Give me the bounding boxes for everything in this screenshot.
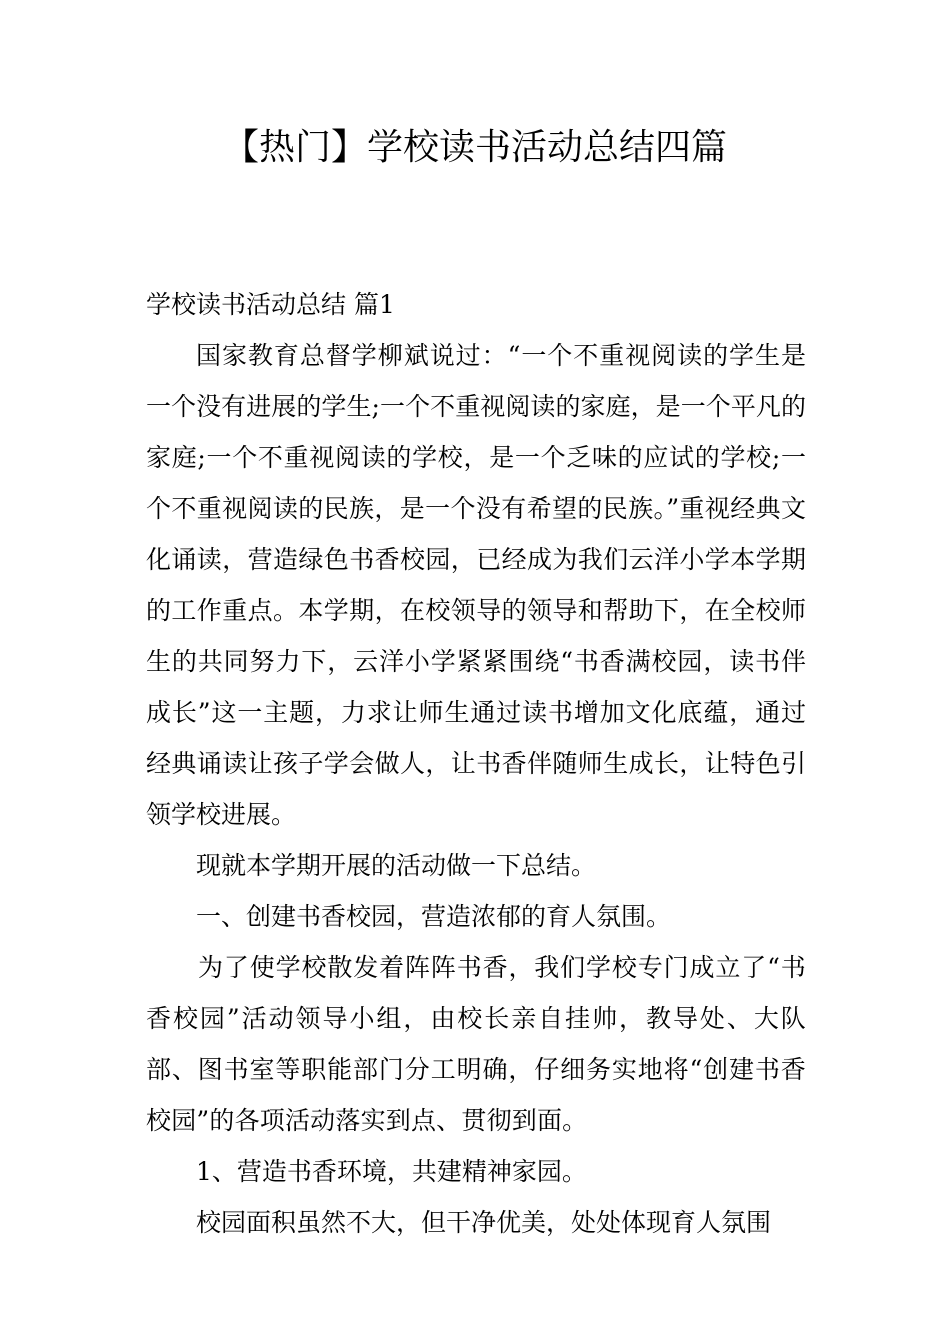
paragraph-intro: 国家教育总督学柳斌说过：“一个不重视阅读的学生是一个没有进展的学生;一个不重视阅读的家庭，是一个平凡的家庭;一个不重视阅读的学校，是一个乏味的应试的学校;一个不重视阅读的民族，是一个没有希望的民族。”重视经典文化诵读，营造绿色书香校园，已经成为我们云洋小学本学期的工作重点。本学期，在校领导的领导和帮助下，在全校师生的共同努力下，云洋小学紧紧围绕“书香满校园，读书伴成长”这一主题，力求让师生通过读书增加文化底蕴，通过经典诵读让孩子学会做人，让书香伴随师生成长，让特色引领学校进展。 xyxy=(146,341,806,829)
paragraph-section-one: 一、创建书香校园，营造浓郁的育人氛围。 xyxy=(196,902,672,931)
paragraph-summary-lead: 现就本学期开展的活动做一下总结。 xyxy=(196,851,597,880)
paragraph-campus: 校园面积虽然不大，但干净优美，处处体现育人氛围 xyxy=(196,1208,772,1237)
paragraph-leadership-group: 为了使学校散发着阵阵书香，我们学校专门成立了“书香校园”活动领导小组，由校长亲自挂帅，教导处、大队部、图书室等职能部门分工明确，仔细务实地将“创建书香校园”的各项活动落实到点、贯彻到面。 xyxy=(146,953,806,1135)
section-heading: 学校读书活动总结 篇1 xyxy=(146,290,395,319)
document-title: 【热门】学校读书活动总结四篇 xyxy=(222,127,727,168)
paragraph-subsection-one: 1、营造书香环境，共建精神家园。 xyxy=(196,1157,587,1186)
document-body xyxy=(146,279,806,1248)
